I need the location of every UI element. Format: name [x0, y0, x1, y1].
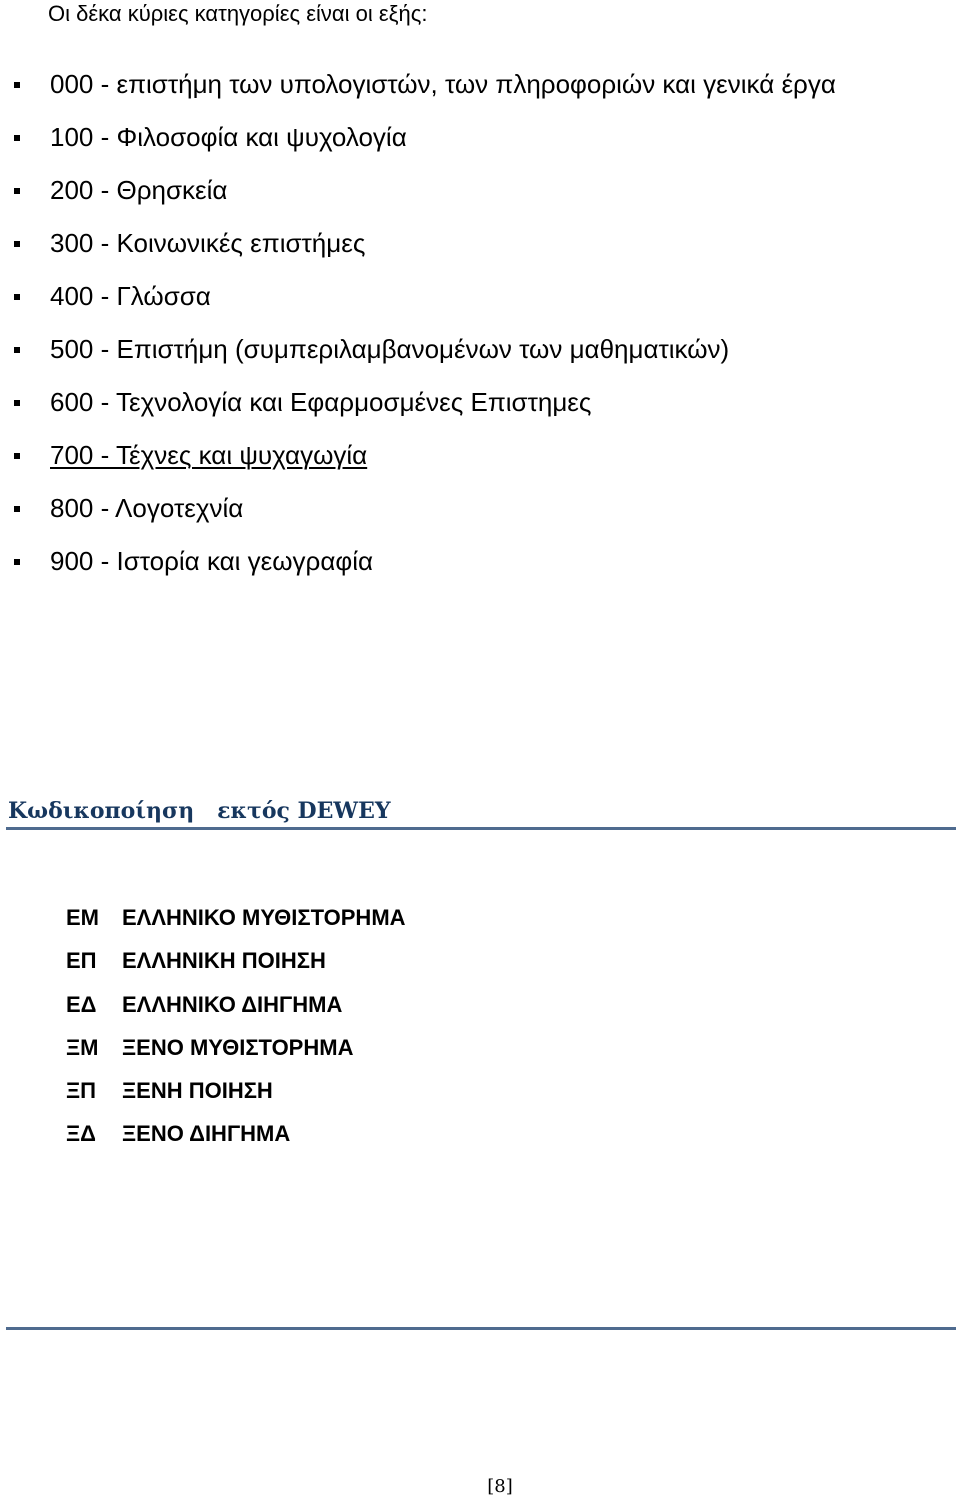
intro-text: Οι δέκα κύριες κατηγορίες είναι οι εξής: [48, 1, 428, 26]
square-bullet-icon [14, 82, 20, 88]
square-bullet-icon [14, 294, 20, 300]
code-abbreviation: ΕΠ [66, 948, 97, 974]
dewey-category-list [0, 58, 836, 588]
list-item [0, 270, 836, 323]
code-row [66, 896, 406, 939]
category-label: 100 - Φιλοσοφία και ψυχολογία [50, 122, 407, 152]
category-label: 400 - Γλώσσα [50, 281, 211, 311]
list-item [0, 323, 836, 376]
non-dewey-code-list [66, 896, 406, 1156]
list-item [0, 376, 836, 429]
square-bullet-icon [14, 453, 20, 459]
list-item [0, 429, 836, 482]
category-label: 500 - Επιστήμη (συμπεριλαμβανομένων των μαθηματικών) [50, 334, 730, 364]
square-bullet-icon [14, 188, 20, 194]
code-abbreviation: ΕΔ [66, 991, 97, 1017]
section-heading: Κωδικοποίηση εκτός DEWEY [8, 798, 391, 824]
code-description: ΕΛΛΗΝΙΚΟ ΜΥΘΙΣΤΟΡΗΜΑ [122, 905, 406, 930]
list-item [0, 482, 836, 535]
code-row [66, 1112, 406, 1155]
square-bullet-icon [14, 347, 20, 353]
square-bullet-icon [14, 506, 20, 512]
code-description: ΞΕΝΟ ΔΙΗΓΗΜΑ [122, 1121, 291, 1147]
square-bullet-icon [14, 400, 20, 406]
page-number: [8] [487, 1476, 513, 1497]
square-bullet-icon [14, 135, 20, 141]
code-abbreviation: ΞΜ [66, 1034, 99, 1060]
list-item [0, 58, 836, 111]
category-label: 600 - Τεχνολογία και Εφαρμοσμένες Επιστημες [50, 387, 592, 417]
category-label: 200 - Θρησκεία [50, 175, 228, 205]
category-label: 000 - επιστήμη των υπολογιστών, των πληροφοριών και γενικά έργα [50, 69, 836, 99]
code-abbreviation: ΕΜ [66, 905, 99, 930]
code-row [66, 1026, 406, 1069]
code-description: ΕΛΛΗΝΙΚΗ ΠΟΙΗΣΗ [122, 948, 326, 974]
list-item [0, 164, 836, 217]
heading-divider [6, 827, 956, 830]
code-row [66, 1069, 406, 1112]
list-item [0, 535, 836, 588]
code-abbreviation: ΞΠ [66, 1078, 97, 1104]
category-label: 300 - Κοινωνικές επιστήμες [50, 228, 366, 258]
code-description: ΞΕΝΗ ΠΟΙΗΣΗ [122, 1078, 273, 1104]
category-label: 700 - Τέχνες και ψυχαγωγία [50, 440, 368, 470]
list-item [0, 217, 836, 270]
code-row [66, 983, 406, 1026]
square-bullet-icon [14, 241, 20, 247]
code-description: ΕΛΛΗΝΙΚΟ ΔΙΗΓΗΜΑ [122, 991, 343, 1017]
list-item [0, 111, 836, 164]
code-row [66, 939, 406, 982]
category-label: 800 - Λογοτεχνία [50, 493, 244, 523]
code-abbreviation: ΞΔ [66, 1121, 96, 1147]
category-label: 900 - Ιστορία και γεωγραφία [50, 546, 374, 576]
code-description: ΞΕΝΟ ΜΥΘΙΣΤΟΡΗΜΑ [122, 1034, 354, 1060]
square-bullet-icon [14, 559, 20, 565]
footer-divider [6, 1327, 956, 1330]
